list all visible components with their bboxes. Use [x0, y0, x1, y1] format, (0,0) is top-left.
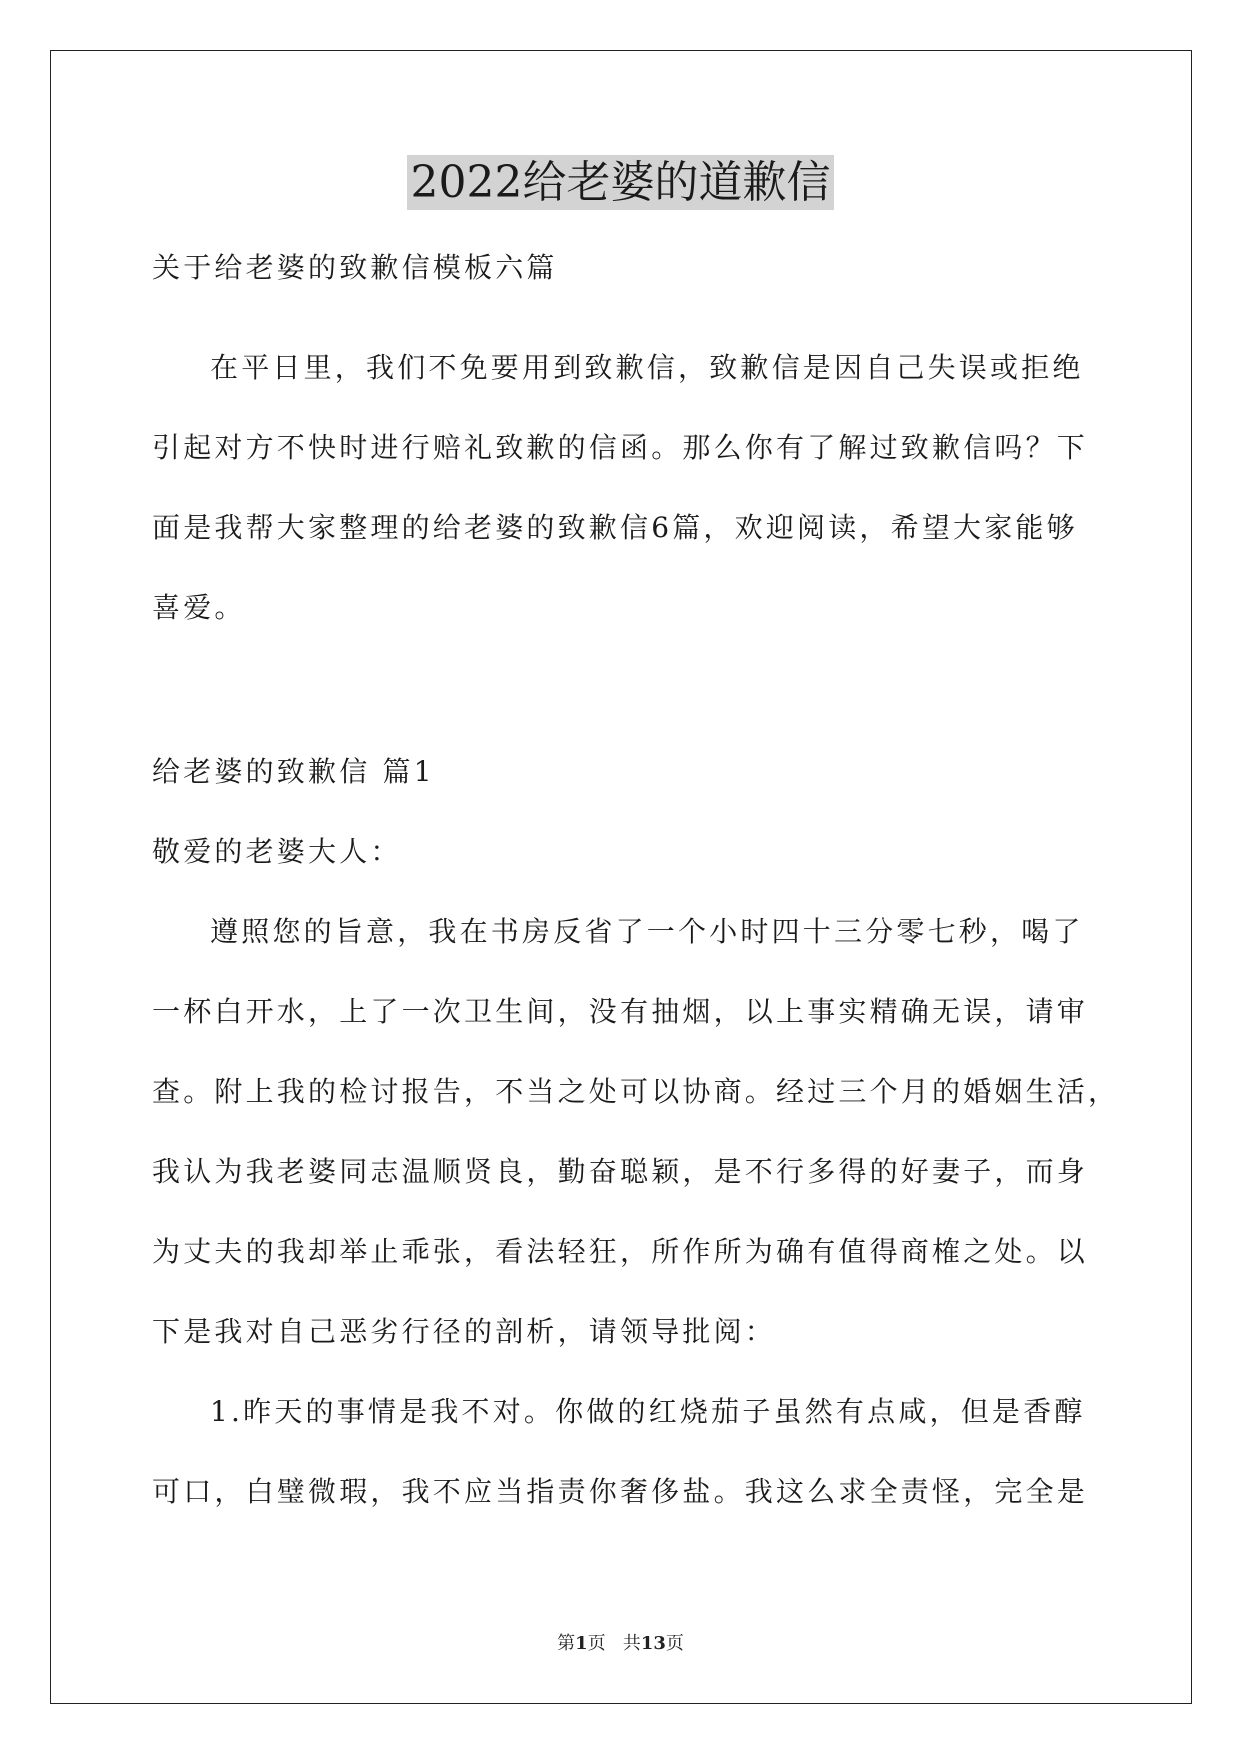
- document-title-text: 2022给老婆的道歉信: [407, 155, 835, 210]
- total-prefix: 共: [622, 1633, 641, 1654]
- page-border: [50, 50, 1192, 1704]
- section-heading: 给老婆的致歉信 篇1: [152, 755, 435, 788]
- total-pages: 13: [640, 1633, 666, 1654]
- paragraph-line: 喜爱。: [152, 591, 246, 624]
- paragraph-line: 1.昨天的事情是我不对。你做的红烧茄子虽然有点咸，但是香醇: [210, 1395, 1086, 1428]
- paragraph-line: 可口，白璧微瑕，我不应当指责你奢侈盐。我这么求全责怪，完全是: [152, 1475, 1089, 1508]
- paragraph-line: 查。附上我的检讨报告，不当之处可以协商。经过三个月的婚姻生活，: [152, 1075, 1120, 1108]
- document-title: [0, 155, 1241, 211]
- paragraph-line: 在平日里，我们不免要用到致歉信，致歉信是因自己失误或拒绝: [210, 351, 1084, 384]
- paragraph-line: 遵照您的旨意，我在书房反省了一个小时四十三分零七秒，喝了: [210, 915, 1084, 948]
- total-suffix: 页: [665, 1633, 684, 1654]
- salutation: 敬爱的老婆大人：: [152, 835, 402, 868]
- paragraph-line: 面是我帮大家整理的给老婆的致歉信6篇，欢迎阅读，希望大家能够: [152, 511, 1078, 544]
- paragraph-line: 下是我对自己恶劣行径的剖析，请领导批阅：: [152, 1315, 777, 1348]
- page-suffix: 页: [587, 1633, 606, 1654]
- paragraph-line: 一杯白开水，上了一次卫生间，没有抽烟，以上事实精确无误，请审: [152, 995, 1089, 1028]
- subtitle-line: 关于给老婆的致歉信模板六篇: [152, 251, 558, 284]
- page-prefix: 第: [557, 1633, 576, 1654]
- page-footer: [0, 1632, 1241, 1656]
- paragraph-line: 我认为我老婆同志温顺贤良，勤奋聪颖，是不行多得的好妻子，而身: [152, 1155, 1089, 1188]
- paragraph-line: 引起对方不快时进行赔礼致歉的信函。那么你有了解过致歉信吗？下: [152, 431, 1089, 464]
- paragraph-line: 为丈夫的我却举止乖张，看法轻狂，所作所为确有值得商榷之处。以: [152, 1235, 1089, 1268]
- page-number: 1: [575, 1633, 588, 1654]
